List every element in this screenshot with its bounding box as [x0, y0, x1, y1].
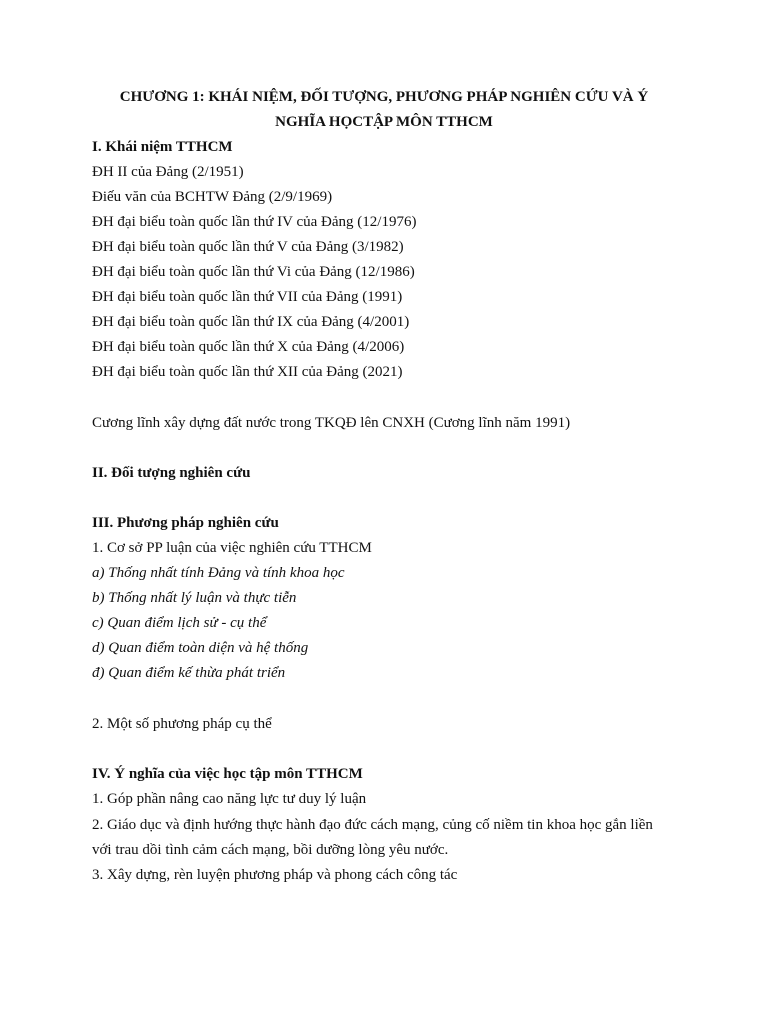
section-1-item: ĐH II của Đảng (2/1951)	[92, 164, 244, 180]
section-3-item: c) Quan điểm lịch sử - cụ thể	[92, 615, 267, 631]
chapter-title-line-1: CHƯƠNG 1: KHÁI NIỆM, ĐỐI TƯỢNG, PHƯƠNG PHÁP NGHIÊN CỨU VÀ Ý	[119, 89, 649, 105]
section-3-subheading-2: 2. Một số phương pháp cụ thể	[92, 716, 272, 732]
section-1-item: Điếu văn của BCHTW Đảng (2/9/1969)	[92, 189, 333, 205]
section-1-item: ĐH đại biểu toàn quốc lần thứ Vi của Đảng (12/1986)	[92, 264, 415, 280]
section-4-heading: IV. Ý nghĩa của việc học tập môn TTHCM	[92, 766, 363, 782]
section-1-heading: I. Khái niệm TTHCM	[92, 139, 233, 155]
section-1-item: ĐH đại biểu toàn quốc lần thứ X của Đảng (4/2006)	[92, 339, 405, 355]
section-1-item: ĐH đại biểu toàn quốc lần thứ IV của Đảng (12/1976)	[92, 214, 417, 230]
section-1-item: ĐH đại biểu toàn quốc lần thứ IX của Đảng (4/2001)	[92, 314, 410, 330]
chapter-title-line-2: NGHĨA HỌCTẬP MÔN TTHCM	[275, 114, 493, 130]
section-3-item: d) Quan điểm toàn diện và hệ thống	[92, 640, 309, 656]
section-3-subheading-1: 1. Cơ sở PP luận của việc nghiên cứu TTHCM	[92, 540, 372, 556]
section-3-item: a) Thống nhất tính Đảng và tính khoa học	[92, 565, 345, 581]
section-1-item: ĐH đại biểu toàn quốc lần thứ VII của Đảng (1991)	[92, 289, 403, 305]
section-1-note: Cương lĩnh xây dựng đất nước trong TKQĐ lên CNXH (Cương lĩnh năm 1991)	[92, 415, 571, 431]
section-3-heading: III. Phương pháp nghiên cứu	[92, 515, 279, 531]
section-2-heading: II. Đối tượng nghiên cứu	[92, 465, 251, 481]
chapter-title	[60, 85, 708, 135]
section-3-item: đ) Quan điểm kế thừa phát triển	[92, 665, 286, 681]
section-4-item: 3. Xây dựng, rèn luyện phương pháp và phong cách công tác	[92, 867, 458, 883]
section-3-item: b) Thống nhất lý luận và thực tiễn	[92, 590, 297, 606]
section-1-item: ĐH đại biểu toàn quốc lần thứ V của Đảng (3/1982)	[92, 239, 404, 255]
section-4-item: 1. Góp phần nâng cao năng lực tư duy lý luận	[92, 791, 367, 807]
section-4-item: với trau dồi tình cảm cách mạng, bồi dưỡng lòng yêu nước.	[92, 842, 449, 858]
section-1-item: ĐH đại biểu toàn quốc lần thứ XII của Đảng (2021)	[92, 364, 403, 380]
section-4-item: 2. Giáo dục và định hướng thực hành đạo đức cách mạng, củng cố niềm tin khoa học gắn liền	[92, 817, 653, 833]
